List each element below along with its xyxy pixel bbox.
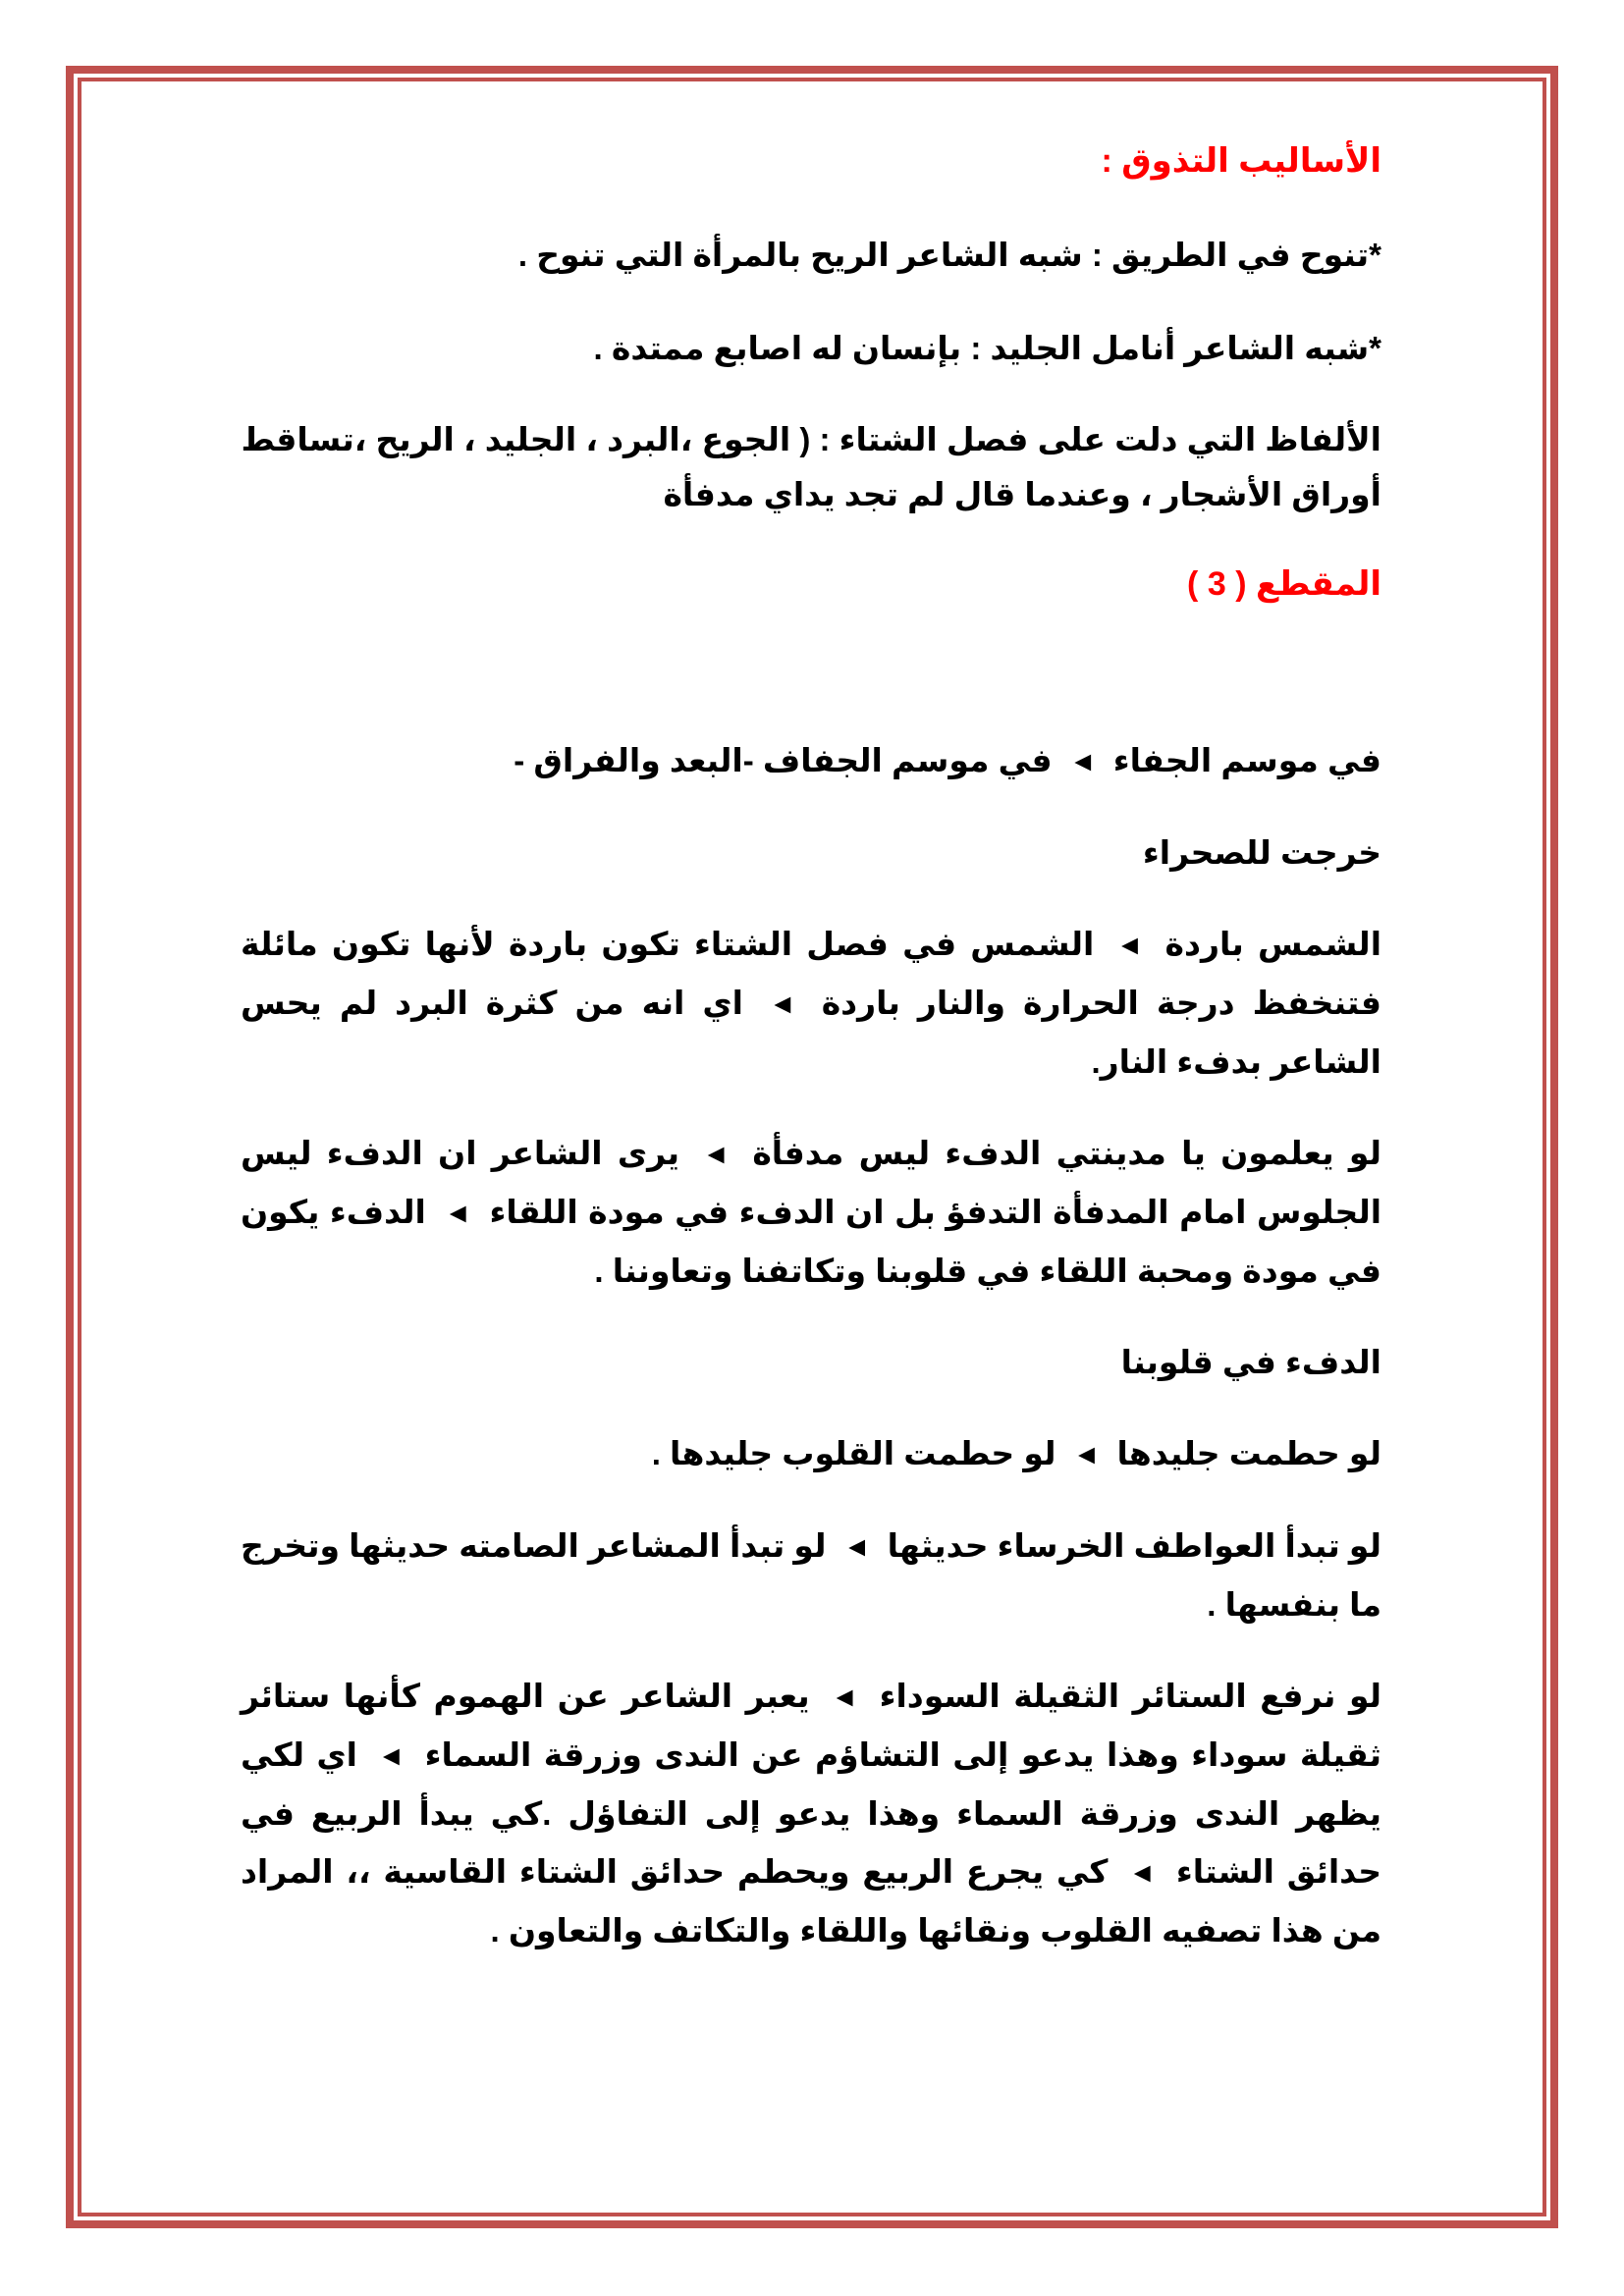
explanation-phrase: في موسم الجفاء: [1112, 742, 1381, 778]
arrow-left-icon: ◄: [768, 988, 796, 1019]
explanation-8: [241, 1667, 1381, 1959]
explanation-phrase: لو حطمت جليدها: [1116, 1435, 1381, 1471]
arrow-left-icon: ◄: [444, 1198, 472, 1228]
explanation-meaning: لو تبدأ المشاعر الصامته حديثها وتخرج ما بنفسها .: [241, 1527, 1381, 1623]
explanation-meaning-3: كي يجرع الربيع ويحطم حدائق الشتاء القاسية ،، المراد من هذا تصفيه القلوب ونقائها واللقاء والتكاتف والتعاون .: [241, 1853, 1381, 1949]
explanation-meaning: لو حطمت القلوب جليدها .: [651, 1435, 1056, 1471]
explanation-2: [241, 824, 1381, 881]
explanation-meaning: يعبر الشاعر عن الهموم كأنها ستائر ثقيلة سوداء وهذا يدعو إلى التشاؤم عن الندى وزرقة السماء: [241, 1678, 1382, 1773]
explanation-phrase: الدفء في قلوبنا: [1120, 1344, 1381, 1380]
arrow-left-icon: ◄: [831, 1682, 858, 1712]
winter-words-paragraph: الألفاظ التي دلت على فصل الشتاء : ( الجوع ،البرد ، الجليد ، الريح ،تساقط أوراق الأشجار ، وعندما قال لم تجد يداي مدفأة: [241, 421, 1381, 512]
explanation-1: [241, 731, 1381, 790]
explanation-5: [241, 1333, 1381, 1391]
arrow-left-icon: ◄: [1128, 1857, 1157, 1888]
explanation-4: [241, 1124, 1381, 1300]
explanation-meaning: في موسم الجفاف -البعد والفراق -: [514, 742, 1053, 778]
explanation-phrase: الشمس باردة: [1164, 926, 1382, 962]
arrow-left-icon: ◄: [1072, 1439, 1101, 1469]
explanation-phrase: لو يعلمون يا مدينتي الدفء ليس مدفأة: [752, 1135, 1382, 1171]
explanation-6: [241, 1424, 1381, 1483]
style-item-1: *تنوح في الطريق : شبه الشاعر الريح بالمرأة التي تنوح .: [517, 237, 1381, 273]
explanation-phrase: لو تبدأ العواطف الخرساء حديثها: [887, 1527, 1381, 1564]
arrow-left-icon: ◄: [842, 1531, 871, 1562]
explanation-7: [241, 1517, 1381, 1633]
explanation-phrase: لو نرفع الستائر الثقيلة السوداء: [879, 1678, 1382, 1714]
explanation-meaning-2: اي انه من كثرة البرد لم يحس الشاعر بدفء النار.: [241, 985, 1381, 1080]
heading-styles: الأساليب التذوق :: [1101, 142, 1381, 180]
arrow-left-icon: ◄: [1068, 746, 1097, 776]
document-body: [241, 133, 1381, 1993]
style-item-2: *شبه الشاعر أنامل الجليد : بإنسان له اصابع ممتدة .: [593, 330, 1381, 366]
explanation-3: [241, 915, 1381, 1091]
heading-section-3: المقطع ( 3 ): [1187, 565, 1381, 603]
explanation-meaning-2: اي لكي يظهر الندى وزرقة السماء وهذا يدعو إلى التفاؤل .كي يبدأ الربيع في حدائق الشتاء: [241, 1736, 1382, 1890]
explanation-meaning-2: الدفء يكون في مودة ومحبة اللقاء في قلوبنا وتكاتفنا وتعاوننا .: [241, 1194, 1381, 1289]
arrow-left-icon: ◄: [1115, 930, 1144, 960]
explanation-meaning: يرى الشاعر ان الدفء ليس الجلوس امام المدفأة التدفؤ بل ان الدفء في مودة اللقاء: [241, 1135, 1382, 1230]
explanation-meaning: الشمس في فصل الشتاء تكون باردة لأنها تكون مائلة فتنخفظ درجة الحرارة والنار باردة: [241, 926, 1382, 1021]
arrow-left-icon: ◄: [702, 1139, 731, 1169]
explanation-phrase: خرجت للصحراء: [1142, 834, 1381, 871]
arrow-left-icon: ◄: [377, 1740, 406, 1771]
